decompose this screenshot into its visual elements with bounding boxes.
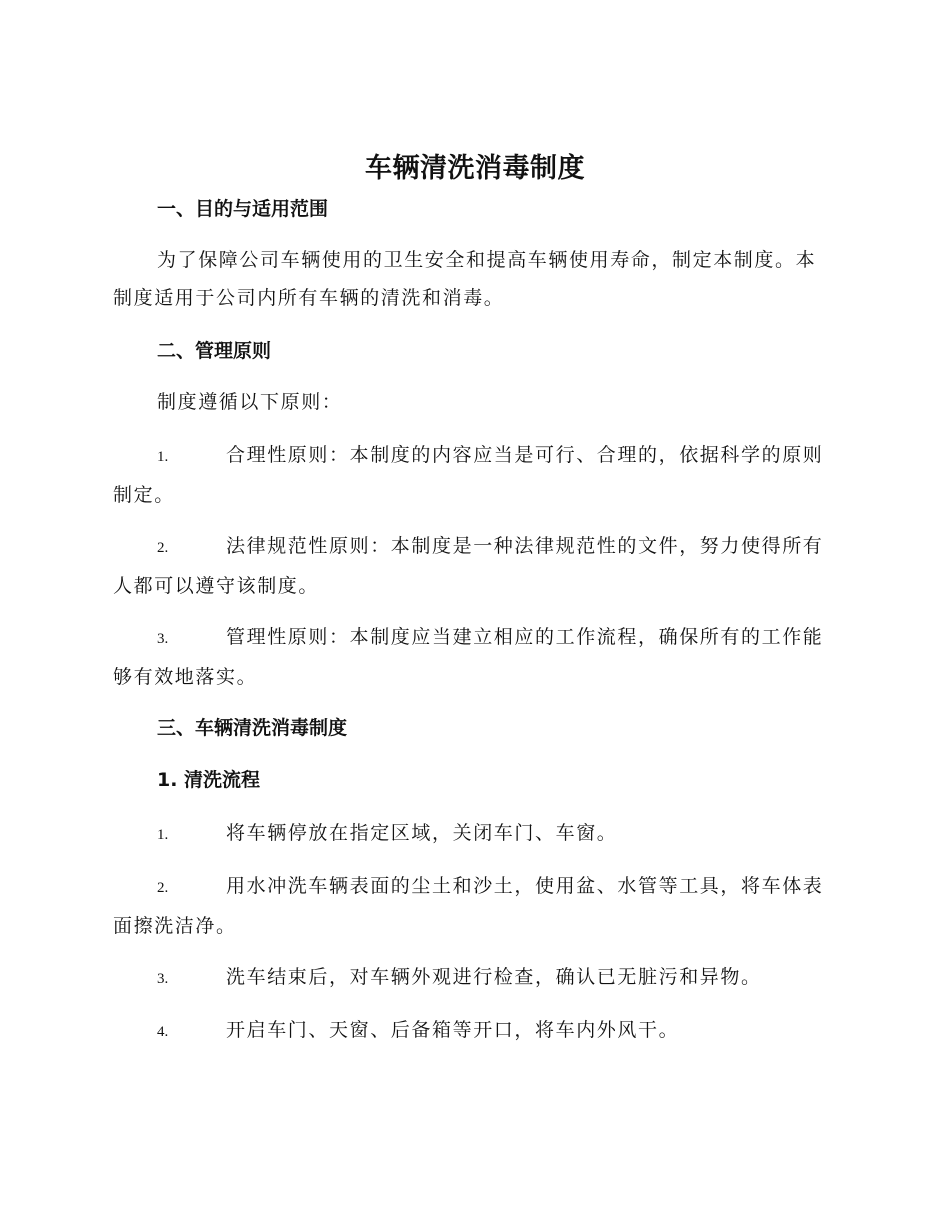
list-item-text: 用水冲洗车辆表面的尘土和沙土，使用盆、水管等工具，将车体表面擦洗洁净。 xyxy=(113,875,824,937)
list-item-text: 洗车结束后，对车辆外观进行检查，确认已无脏污和异物。 xyxy=(226,966,762,988)
list-item-text: 开启车门、天窗、后备箱等开口，将车内外风干。 xyxy=(226,1019,680,1041)
procedure-item xyxy=(113,958,833,998)
list-number: 1. xyxy=(157,449,169,465)
list-item-text: 将车辆停放在指定区域，关闭车门、车窗。 xyxy=(226,822,618,844)
list-item-text: 法律规范性原则：本制度是一种法律规范性的文件，努力使得所有人都可以遵守该制度。 xyxy=(113,535,824,597)
list-number: 2. xyxy=(157,880,169,896)
list-number: 4. xyxy=(157,1024,169,1040)
list-number: 1. xyxy=(157,827,169,843)
principle-item xyxy=(113,436,833,514)
list-number: 3. xyxy=(157,631,169,647)
section-1-heading: 一、目的与适用范围 xyxy=(157,198,329,220)
list-number: 2. xyxy=(157,540,169,556)
principle-item xyxy=(113,618,833,696)
document-title: 车辆清洗消毒制度 xyxy=(365,153,585,184)
list-item-text: 管理性原则：本制度应当建立相应的工作流程，确保所有的工作能够有效地落实。 xyxy=(113,626,824,688)
section-2-heading: 二、管理原则 xyxy=(157,340,272,362)
procedure-item xyxy=(113,814,833,854)
list-number: 3. xyxy=(157,971,169,987)
section-1-paragraph: 为了保障公司车辆使用的卫生安全和提高车辆使用寿命，制定本制度。本制度适用于公司内所有车辆的清洗和消毒。 xyxy=(113,249,817,309)
procedure-item xyxy=(113,1011,833,1051)
list-item-text: 合理性原则：本制度的内容应当是可行、合理的，依据科学的原则制定。 xyxy=(113,444,824,506)
section-2-intro: 制度遵循以下原则： xyxy=(157,391,343,413)
principle-item xyxy=(113,527,833,605)
section-3-heading: 三、车辆清洗消毒制度 xyxy=(157,717,348,739)
section-3-subheading: 1. 清洗流程 xyxy=(157,769,261,791)
procedure-item xyxy=(113,867,833,945)
